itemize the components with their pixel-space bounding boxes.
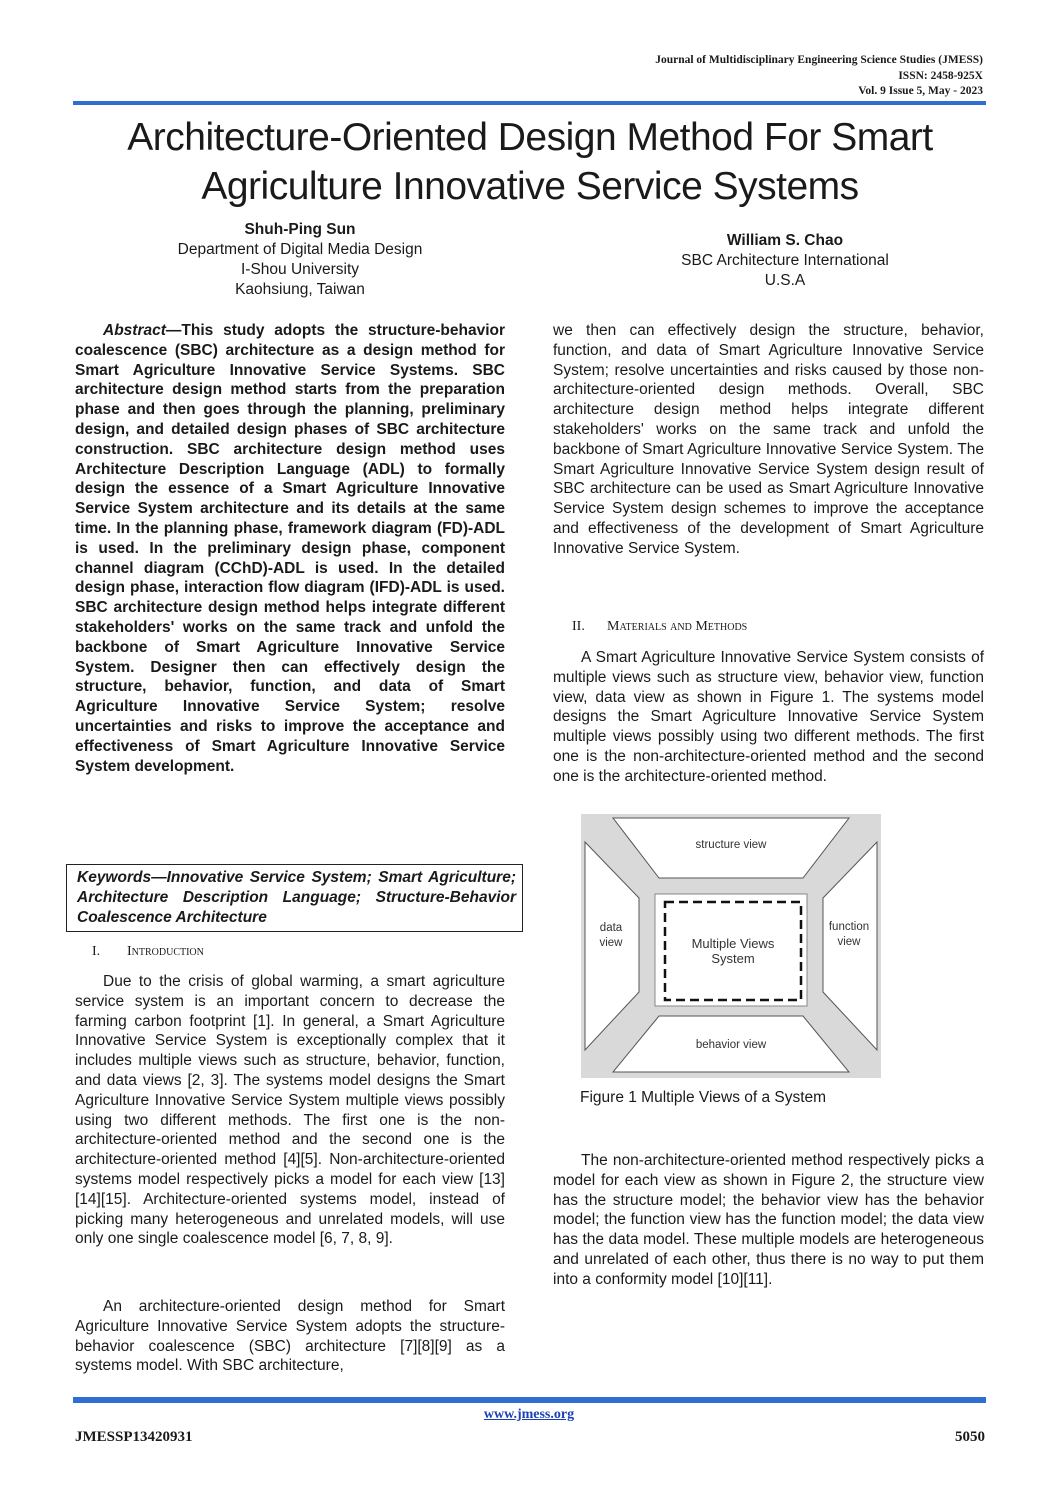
paragraph-text: we then can effectively design the structure, behavior, function, and data of Smart Agriculture Innovative Service System; resolve uncertainties and risks caused by those non-architecture-oriented design methods. Overall, SBC architecture design method helps integrate different stakeholders' works on the same track and unfold the backbone of Smart Agriculture Innovative Service System. The Smart Agriculture Innovative Service System design result of SBC architecture can be used as Smart Agriculture Innovative Service System design schemes to improve the acceptance and effectiveness of the development of Smart Agriculture Innovative Service System.	[553, 322, 984, 557]
author-org: I-Shou University	[240, 261, 359, 278]
figure-caption: Figure 1 Multiple Views of a System	[580, 1089, 827, 1106]
intro-paragraph-1	[75, 972, 505, 1249]
author-place: U.S.A	[764, 272, 806, 289]
figure-multiple-views	[581, 814, 881, 1078]
section-heading-methods	[572, 619, 747, 635]
author-name: William S. Chao	[726, 232, 844, 249]
keywords-box	[66, 864, 523, 932]
author-dept: Department of Digital Media Design	[177, 241, 423, 258]
paragraph-text: A Smart Agriculture Innovative Service System consists of multiple views such as structure view, behavior view, function view, data view as shown in Figure 1. The systems model designs the Smart Agriculture Innovative Service System multiple views possibly using two different methods. The first one is the non-architecture-oriented method and the second one is the architecture-oriented method.	[553, 649, 984, 785]
keywords-text: Keywords—Innovative Service System; Smart Agriculture; Architecture Description Language; Structure-Behavior Coalescence Architecture	[77, 869, 516, 926]
paragraph-text: Due to the crisis of global warming, a smart agriculture service system is an important concern to decrease the farming carbon footprint [1]. In general, a Smart Agriculture Innovative Service System is exceptionally complex that it includes multiple views such as structure, behavior, function, and data views [2, 3]. The systems model designs the Smart Agriculture Innovative Service System multiple views possibly using two different methods. The first one is the non-architecture-oriented method and the second one is the architecture-oriented method [4][5]. Non-architecture-oriented systems model respectively picks a model for each view [13][14][15]. Architecture-oriented systems model, instead of picking many heterogeneous and unrelated models, will use only one single coalescence model [6, 7, 8, 9].	[75, 973, 505, 1248]
paper-title	[60, 113, 1000, 211]
journal-name: Journal of Multidisciplinary Engineering Science Studies (JMESS)	[655, 54, 983, 66]
right-continuation-paragraph	[553, 321, 984, 559]
intro-paragraph-2	[75, 1297, 505, 1376]
function-view-label: function view	[828, 921, 870, 948]
section-number: II.	[572, 619, 585, 634]
journal-issn: ISSN: 2458-925X	[898, 69, 983, 82]
author-place: Kaohsiung, Taiwan	[235, 281, 365, 298]
author-org: SBC Architecture International	[681, 252, 889, 269]
paper-id: JMESSP13420931	[75, 1429, 193, 1445]
title-line-1: Architecture-Oriented Design Method For Smart	[127, 116, 933, 159]
paragraph-text: The non-architecture-oriented method respectively picks a model for each view as shown in Figure 2, the structure view has the structure model; the behavior view has the behavior model; the function view has the function model; the data view has the data model. These multiple models are heterogeneous and unrelated of each other, thus there is no way to put them into a conformity model [10][11].	[553, 1152, 984, 1288]
methods-paragraph-1	[553, 648, 984, 787]
journal-volume: Vol. 9 Issue 5, May - 2023	[858, 85, 983, 97]
section-number: I.	[92, 944, 101, 959]
structure-view-label: structure view	[695, 839, 767, 851]
author-block-2	[600, 231, 970, 291]
author-name: Shuh-Ping Sun	[244, 221, 356, 238]
abstract-text: —This study adopts the structure-behavior coalescence (SBC) architecture as a design method for Smart Agriculture Innovative Service Systems. SBC architecture design method starts from the preparation phase and then goes through the planning, preliminary design, and detailed design phases of SBC architecture construction. SBC architecture design method uses Architecture Description Language (ADL) to formally design the essence of a Smart Agriculture Innovative Service System architecture and its details at the same time. In the planning phase, framework diagram (FD)-ADL is used. In the preliminary design phase, component channel diagram (CChD)-ADL is used. In the detailed design phase, interaction flow diagram (IFD)-ADL is used. SBC architecture design method helps integrate different stakeholders' works on the same track and unfold the backbone of Smart Agriculture Innovative Service System. Designer then can effectively design the structure, behavior, function, and data of Smart Agriculture Innovative Service System; resolve uncertainties and risks to improve the acceptance and effectiveness of Smart Agriculture Innovative Service System development.	[75, 322, 505, 775]
title-line-2: Agriculture Innovative Service Systems	[201, 165, 859, 208]
header-rule	[73, 101, 986, 105]
section-title: Introduction	[127, 944, 204, 959]
footer-rule	[73, 1397, 986, 1403]
center-label: Multiple Views System	[691, 936, 775, 966]
methods-paragraph-2	[553, 1151, 984, 1290]
section-heading-introduction	[92, 944, 204, 960]
paragraph-text: An architecture-oriented design method for Smart Agriculture Innovative Service System adopts the structure-behavior coalescence (SBC) architecture [7][8][9] as a systems model. With SBC architecture,	[75, 1298, 505, 1375]
author-block-1	[120, 220, 480, 300]
behavior-view-label: behavior view	[695, 1039, 767, 1051]
data-view-label: data view	[599, 922, 623, 949]
section-title: Materials and Methods	[607, 619, 748, 634]
journal-website-link[interactable]: www.jmess.org	[483, 1407, 575, 1422]
abstract-lead: Abstract	[103, 322, 166, 339]
abstract	[75, 321, 505, 776]
page-number: 5050	[955, 1429, 985, 1445]
journal-header	[383, 53, 983, 100]
